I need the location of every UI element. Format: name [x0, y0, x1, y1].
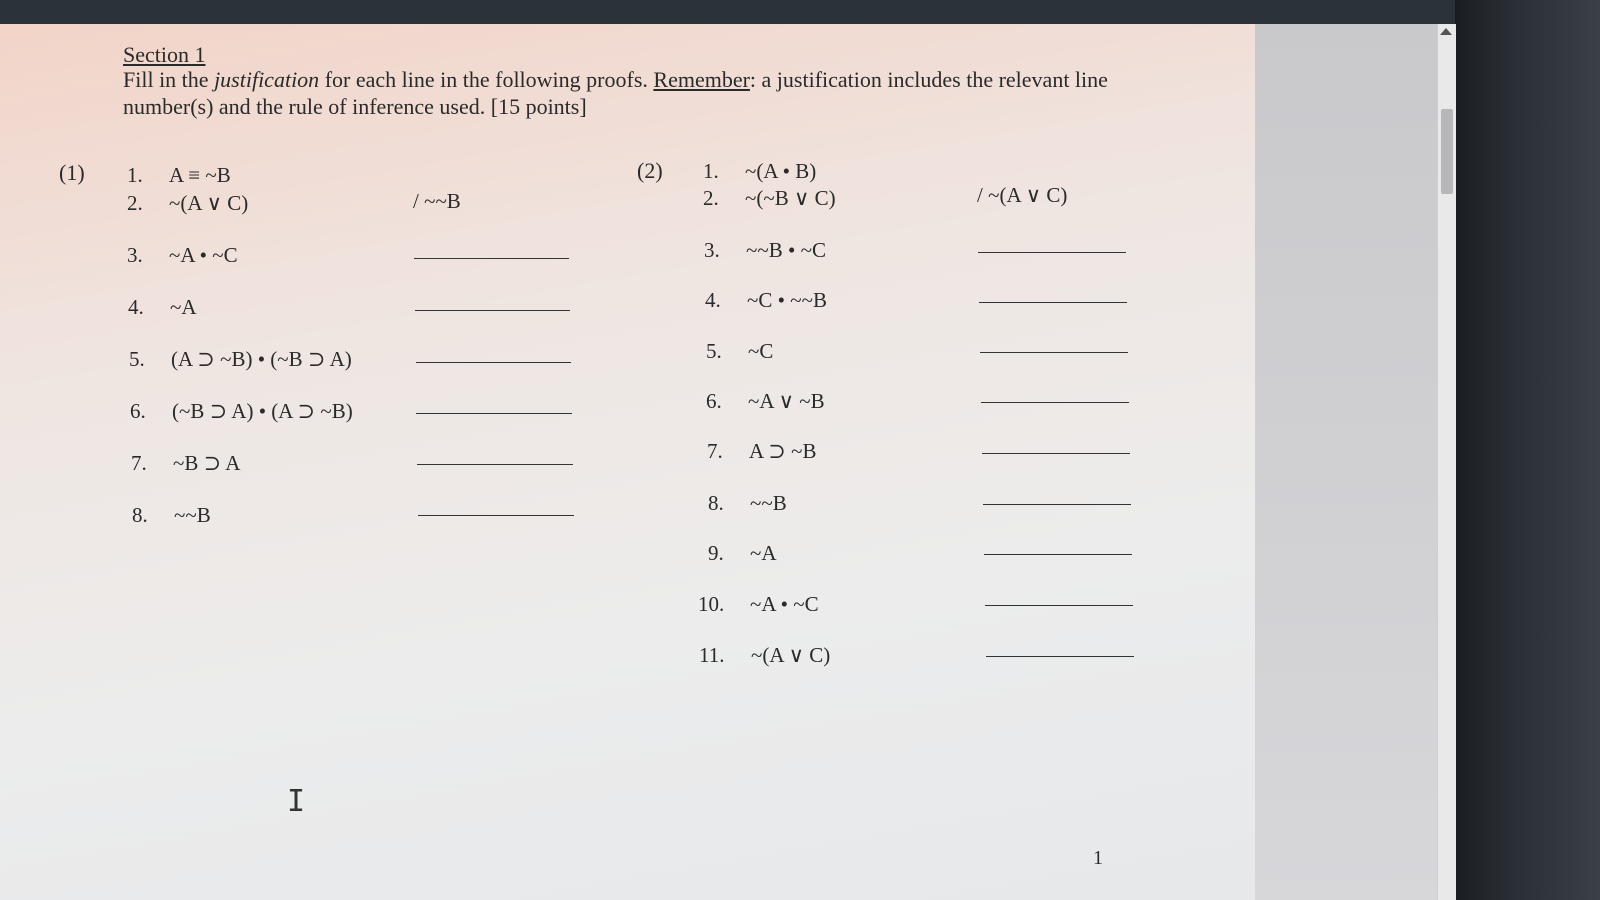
proof2-line-8: [708, 491, 787, 516]
justification-blank[interactable]: [418, 515, 574, 516]
justification-blank[interactable]: [416, 362, 571, 363]
line-number: 10.: [698, 592, 725, 616]
instructions-post: : a justification includes the relevant line number(s) and the rule of inference used. [15 points]: [123, 67, 1108, 119]
justification-blank[interactable]: [414, 258, 569, 259]
proof2-line-9: [708, 541, 777, 566]
proof2-line-2: [703, 186, 836, 211]
line-formula: ~~B: [174, 503, 211, 527]
justification-blank[interactable]: [985, 605, 1133, 606]
proof1-line-7: [131, 451, 240, 476]
justification-blank[interactable]: [981, 402, 1129, 403]
line-formula: ~A • ~C: [169, 243, 238, 267]
justification-blank[interactable]: [982, 453, 1130, 454]
instructions-emphasis: justification: [214, 67, 320, 92]
line-number: 3.: [704, 238, 720, 262]
line-number: 3.: [127, 243, 143, 267]
instructions-mid: for each line in the following proofs.: [319, 67, 654, 92]
instructions-pre: Fill in the: [123, 67, 215, 92]
proof1-conclusion: / ~~B: [413, 189, 461, 213]
instructions-underlined: Remember: [653, 67, 750, 92]
line-number: 4.: [705, 288, 721, 312]
justification-blank[interactable]: [986, 656, 1134, 657]
line-number: 4.: [128, 295, 144, 319]
proof2-line-5: [706, 339, 773, 364]
scroll-up-arrow-icon[interactable]: [1440, 28, 1452, 35]
vertical-scrollbar[interactable]: [1437, 24, 1456, 900]
proof1-line-3: [127, 243, 238, 268]
line-number: 5.: [129, 347, 145, 371]
line-formula: ~A • ~C: [750, 592, 819, 616]
line-number: 7.: [131, 451, 147, 475]
page-number: 1: [1093, 847, 1103, 869]
line-formula: ~(A ∨ C): [169, 191, 249, 215]
proof2-line-7: [707, 439, 816, 464]
document-page[interactable]: [0, 24, 1255, 900]
line-formula: ~B ⊃ A: [173, 451, 241, 475]
line-formula: ~~B • ~C: [746, 238, 826, 262]
section-title: Section 1: [123, 42, 206, 67]
line-number: 9.: [708, 541, 724, 565]
line-number: 1.: [703, 159, 719, 183]
line-formula: ~(~B ∨ C): [745, 186, 836, 210]
text-cursor-icon: I: [287, 784, 306, 819]
instructions-text: [123, 66, 1123, 120]
proof2-line-10: [698, 592, 819, 617]
proof1-line-8: [132, 503, 211, 528]
line-formula: ~A ∨ ~B: [748, 389, 825, 413]
proof1-line-2: [127, 191, 248, 216]
proof1-label: (1): [59, 160, 85, 185]
line-number: 11.: [699, 643, 725, 667]
proof2-line-11: [699, 643, 830, 668]
justification-blank[interactable]: [983, 504, 1131, 505]
line-formula: ~A: [170, 295, 197, 319]
justification-blank[interactable]: [415, 310, 570, 311]
document-margin-area: [1255, 24, 1437, 900]
line-number: 5.: [706, 339, 722, 363]
line-number: 7.: [707, 439, 723, 463]
line-formula: A ⊃ ~B: [749, 439, 817, 463]
line-formula: ~(A ∨ C): [751, 643, 831, 667]
justification-blank[interactable]: [416, 413, 572, 414]
proof1-line-1: [127, 163, 231, 188]
justification-blank[interactable]: [978, 252, 1126, 253]
line-number: 2.: [703, 186, 719, 210]
line-number: 2.: [127, 191, 143, 215]
proof2-line-3: [704, 238, 826, 263]
proof2-conclusion: / ~(A ∨ C): [977, 183, 1068, 207]
line-number: 6.: [706, 389, 722, 413]
proof2-line-6: [706, 389, 825, 414]
justification-blank[interactable]: [417, 464, 573, 465]
line-formula: ~(A • B): [745, 159, 817, 183]
justification-blank[interactable]: [984, 554, 1132, 555]
line-formula: ~~B: [750, 491, 787, 515]
line-number: 8.: [708, 491, 724, 515]
line-formula: ~A: [750, 541, 777, 565]
proof2-line-4: [705, 288, 827, 313]
line-formula: A ≡ ~B: [169, 163, 231, 187]
line-number: 6.: [130, 399, 146, 423]
line-number: 8.: [132, 503, 148, 527]
proof2-label: (2): [637, 158, 663, 183]
justification-blank[interactable]: [980, 352, 1128, 353]
proof1-line-4: [128, 295, 197, 320]
scrollbar-thumb[interactable]: [1441, 109, 1453, 194]
line-formula: (~B ⊃ A) • (A ⊃ ~B): [172, 399, 353, 423]
justification-blank[interactable]: [979, 302, 1127, 303]
line-formula: ~C: [748, 339, 774, 363]
monitor-bezel: [1455, 0, 1600, 900]
proof1-line-5: [129, 347, 352, 372]
line-formula: ~C • ~~B: [747, 288, 827, 312]
proof2-line-1: [703, 159, 816, 184]
line-number: 1.: [127, 163, 143, 187]
proof1-line-6: [130, 399, 353, 424]
line-formula: (A ⊃ ~B) • (~B ⊃ A): [171, 347, 352, 371]
